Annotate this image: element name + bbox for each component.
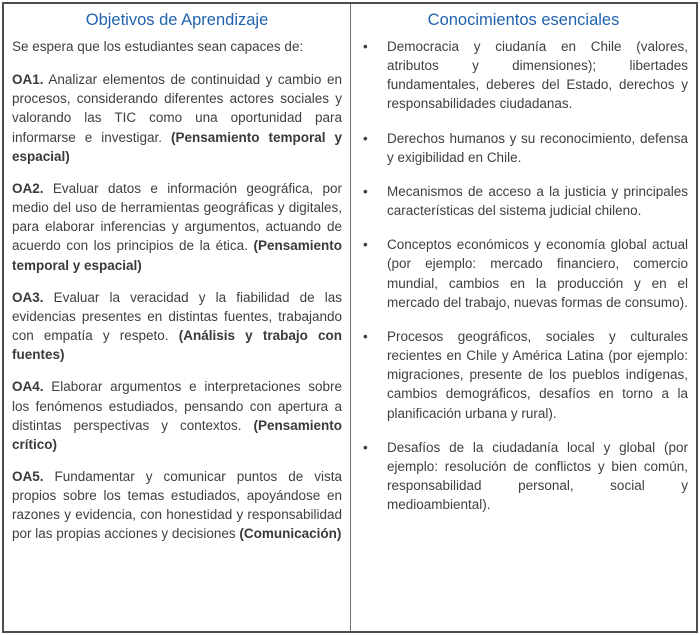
objective-code: OA5. bbox=[12, 468, 44, 484]
objective-oa2 bbox=[12, 179, 342, 275]
column-learning-objectives bbox=[4, 4, 351, 631]
list-item-text: Conceptos económicos y economía global actual (por ejemplo: mercado financiero, comercio mundial, cambios en la producción y en el mercado del trabajo, nuevas formas de consumo). bbox=[387, 237, 688, 310]
objective-tag: (Pensamiento temporal y espacial) bbox=[12, 129, 342, 164]
bullet-icon: • bbox=[363, 39, 368, 54]
objective-text: Evaluar la veracidad y la fiabilidad de las evidencias presentes en distintas fuentes, trabajando con empatía y respeto. bbox=[12, 289, 342, 344]
list-item bbox=[359, 235, 688, 312]
list-item bbox=[359, 182, 688, 220]
list-item-text: Procesos geográficos, sociales y culturales recientes en Chile y América Latina (por ejemplo: migraciones, presente de los pueblos indígenas, cambios demográficos, desafíos en torno a la planificación urbana y rural). bbox=[387, 328, 688, 421]
list-item-text: Mecanismos de acceso a la justicia y principales características del sistema judicial chileno. bbox=[387, 183, 688, 219]
objective-code: OA4. bbox=[12, 379, 44, 395]
objective-oa5 bbox=[12, 467, 342, 544]
bullet-icon: • bbox=[363, 130, 368, 146]
objective-code: OA3. bbox=[12, 289, 44, 305]
objective-text: Fundamentar y comunicar puntos de vista propios sobre los temas estudiados, apoyándose en razones y evidencia, con honestidad y responsabilidad por las propias acciones y decisiones bbox=[12, 468, 342, 542]
objective-tag: (Pensamiento crítico) bbox=[12, 417, 342, 452]
list-item bbox=[359, 129, 688, 167]
list-item-text: Democracia y ciudanía en Chile (valores, atributos y dimensiones); libertades fundamentales, deberes del Estado, derechos y responsabilidades ciudadanas. bbox=[387, 39, 688, 112]
objective-code: OA1. bbox=[12, 72, 44, 88]
right-column-header: Conocimientos esenciales bbox=[427, 11, 620, 29]
objective-code: OA2. bbox=[12, 180, 44, 196]
right-column-body bbox=[359, 37, 688, 514]
objective-tag: (Pensamiento temporal y espacial) bbox=[12, 238, 342, 273]
bullet-icon: • bbox=[363, 328, 368, 344]
list-item-text: Desafíos de la ciudadanía local y global (por ejemplo: resolución de conflictos y bien común, responsabilidad personal, social y medioambiental). bbox=[387, 439, 688, 513]
two-column-table bbox=[2, 2, 698, 633]
objective-text: Analizar elementos de continuidad y cambio en procesos, considerando diferentes actores sociales y valorando las TIC como una oportunidad para informarse e investigar. bbox=[12, 72, 343, 145]
left-column-body bbox=[12, 37, 342, 544]
list-item-text: Derechos humanos y su reconocimiento, defensa y exigibilidad en Chile. bbox=[387, 130, 688, 165]
objective-oa1 bbox=[12, 70, 342, 166]
bullet-icon: • bbox=[363, 439, 368, 455]
left-column-header: Objetivos de Aprendizaje bbox=[85, 11, 269, 29]
objective-text: Elaborar argumentos e interpretaciones sobre los fenómenos estudiados, pensando con apertura a distintas perspectivas y contextos. bbox=[12, 379, 342, 433]
bullet-icon: • bbox=[363, 183, 368, 199]
intro-text: Se espera que los estudiantes sean capaces de: bbox=[12, 39, 304, 54]
bullet-icon: • bbox=[363, 237, 368, 253]
objective-oa4 bbox=[12, 377, 342, 454]
objective-tag: (Análisis y trabajo con fuentes) bbox=[12, 328, 342, 363]
column-essential-knowledge bbox=[351, 4, 696, 631]
list-item bbox=[359, 327, 688, 423]
objective-text: Evaluar datos e información geográfica, por medio del uso de herramientas geográficas y digitales, para elaborar inferencias y argumentos, actuando de acuerdo con los principios de la ética. bbox=[12, 180, 342, 254]
objective-oa3 bbox=[12, 288, 342, 365]
list-item bbox=[359, 438, 688, 515]
list-item bbox=[359, 37, 688, 114]
objective-tag: (Comunicación) bbox=[239, 526, 342, 542]
